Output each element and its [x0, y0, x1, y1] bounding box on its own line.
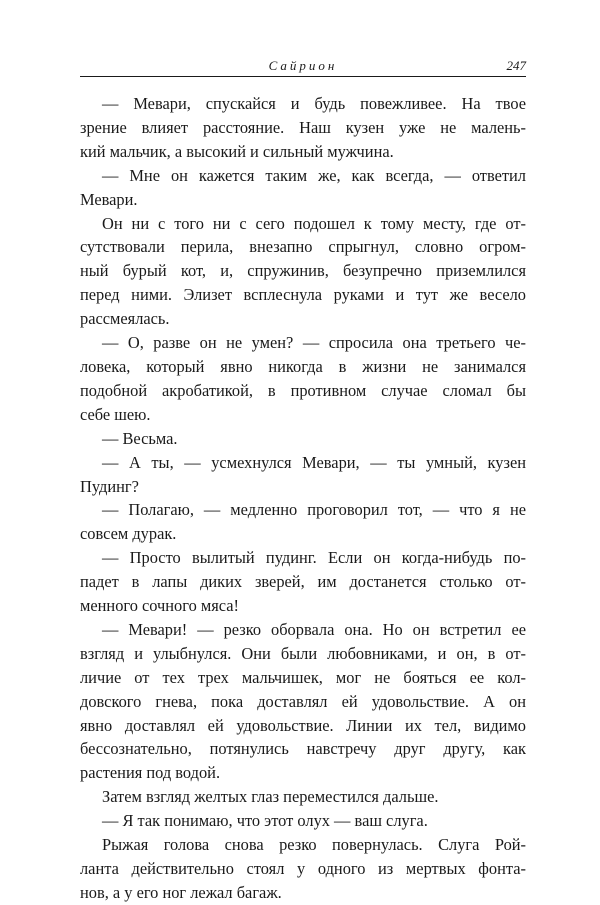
text-line: перед ними. Элизет всплеснула руками и тут же весело — [80, 285, 526, 305]
paragraph — [80, 331, 526, 427]
text-line: личие от тех трех мальчишек, мог не бояться ее кол- — [80, 667, 526, 687]
text-line: — Мевари, спускайся и будь повежливее. На твое — [102, 94, 526, 113]
text-line: — Я так понимаю, что этот олух — ваш слуга. — [102, 811, 428, 831]
paragraph — [80, 809, 526, 833]
text-line: ланта действительно стоял у одного из мертвых фонта- — [80, 859, 526, 878]
paragraph — [80, 92, 526, 164]
text-line: довского гнева, пока доставлял ей удовольствие. А он — [80, 691, 526, 711]
text-line: подобной акробатикой, в противном случае сломал бы — [80, 380, 526, 400]
text-line: — Мне он кажется таким же, как всегда, — ответил — [102, 165, 526, 185]
text-line: — Весьма. — [102, 428, 178, 448]
text-line: ловека, который явно никогда в жизни не занимался — [80, 356, 526, 376]
text-line: взгляд и улыбнулся. Они были любовниками, и он, в от- — [80, 643, 526, 663]
text-line: менного сочного мяса! — [80, 596, 239, 616]
paragraph — [80, 212, 526, 332]
paragraph — [80, 546, 526, 618]
text-line: Затем взгляд желтых глаз переместился дальше. — [102, 787, 439, 807]
text-line: — Мевари! — резко оборвала она. Но он встретил ее — [102, 619, 526, 639]
text-line: — А ты, — усмехнулся Мевари, — ты умный, кузен — [102, 452, 526, 472]
paragraph — [80, 833, 526, 905]
text-line: — О, разве он не умен? — спросила она третьего че- — [102, 333, 526, 353]
paragraph — [80, 451, 526, 499]
paragraph — [80, 498, 526, 546]
text-line: Мевари. — [80, 189, 138, 209]
text-line: кий мальчик, а высокий и сильный мужчина. — [80, 141, 394, 161]
running-title: Сайрион — [268, 58, 338, 73]
paragraph — [80, 427, 526, 451]
text-line: сутствовали перила, внезапно спрыгнул, словно огром- — [80, 237, 526, 257]
body-text — [80, 92, 526, 905]
paragraph — [80, 618, 526, 785]
text-line: бессознательно, потянулись навстречу друг другу, как — [80, 739, 526, 759]
text-line: — Просто вылитый пудинг. Если он когда-нибудь по- — [102, 548, 526, 568]
text-line: зрение влияет расстояние. Наш кузен уже не малень- — [80, 117, 526, 137]
text-line: Пудинг? — [80, 476, 139, 496]
text-line: Он ни с того ни с сего подошел к тому месту, где от- — [102, 213, 526, 233]
text-line: падет в лапы диких зверей, им достанется столько от- — [80, 572, 526, 592]
running-header — [80, 56, 526, 76]
text-line: растения под водой. — [80, 763, 221, 783]
paragraph — [80, 164, 526, 212]
page-number: 247 — [506, 58, 526, 73]
text-line: рассмеялась. — [80, 309, 170, 329]
text-line: Рыжая голова снова резко повернулась. Слуга Рой- — [102, 835, 526, 855]
paragraph — [80, 785, 526, 809]
text-line: совсем дурак. — [80, 524, 177, 544]
text-line: себе шею. — [80, 404, 151, 424]
text-line: явно доставлял ей удовольствие. Линии их тел, видимо — [80, 715, 526, 735]
text-line: ный бурый кот, и, спружинив, безупречно приземлился — [80, 261, 526, 281]
text-line: — Полагаю, — медленно проговорил тот, — что я не — [102, 500, 526, 520]
text-line: нов, а у его ног лежал багаж. — [80, 882, 282, 902]
header-rule — [80, 76, 526, 77]
